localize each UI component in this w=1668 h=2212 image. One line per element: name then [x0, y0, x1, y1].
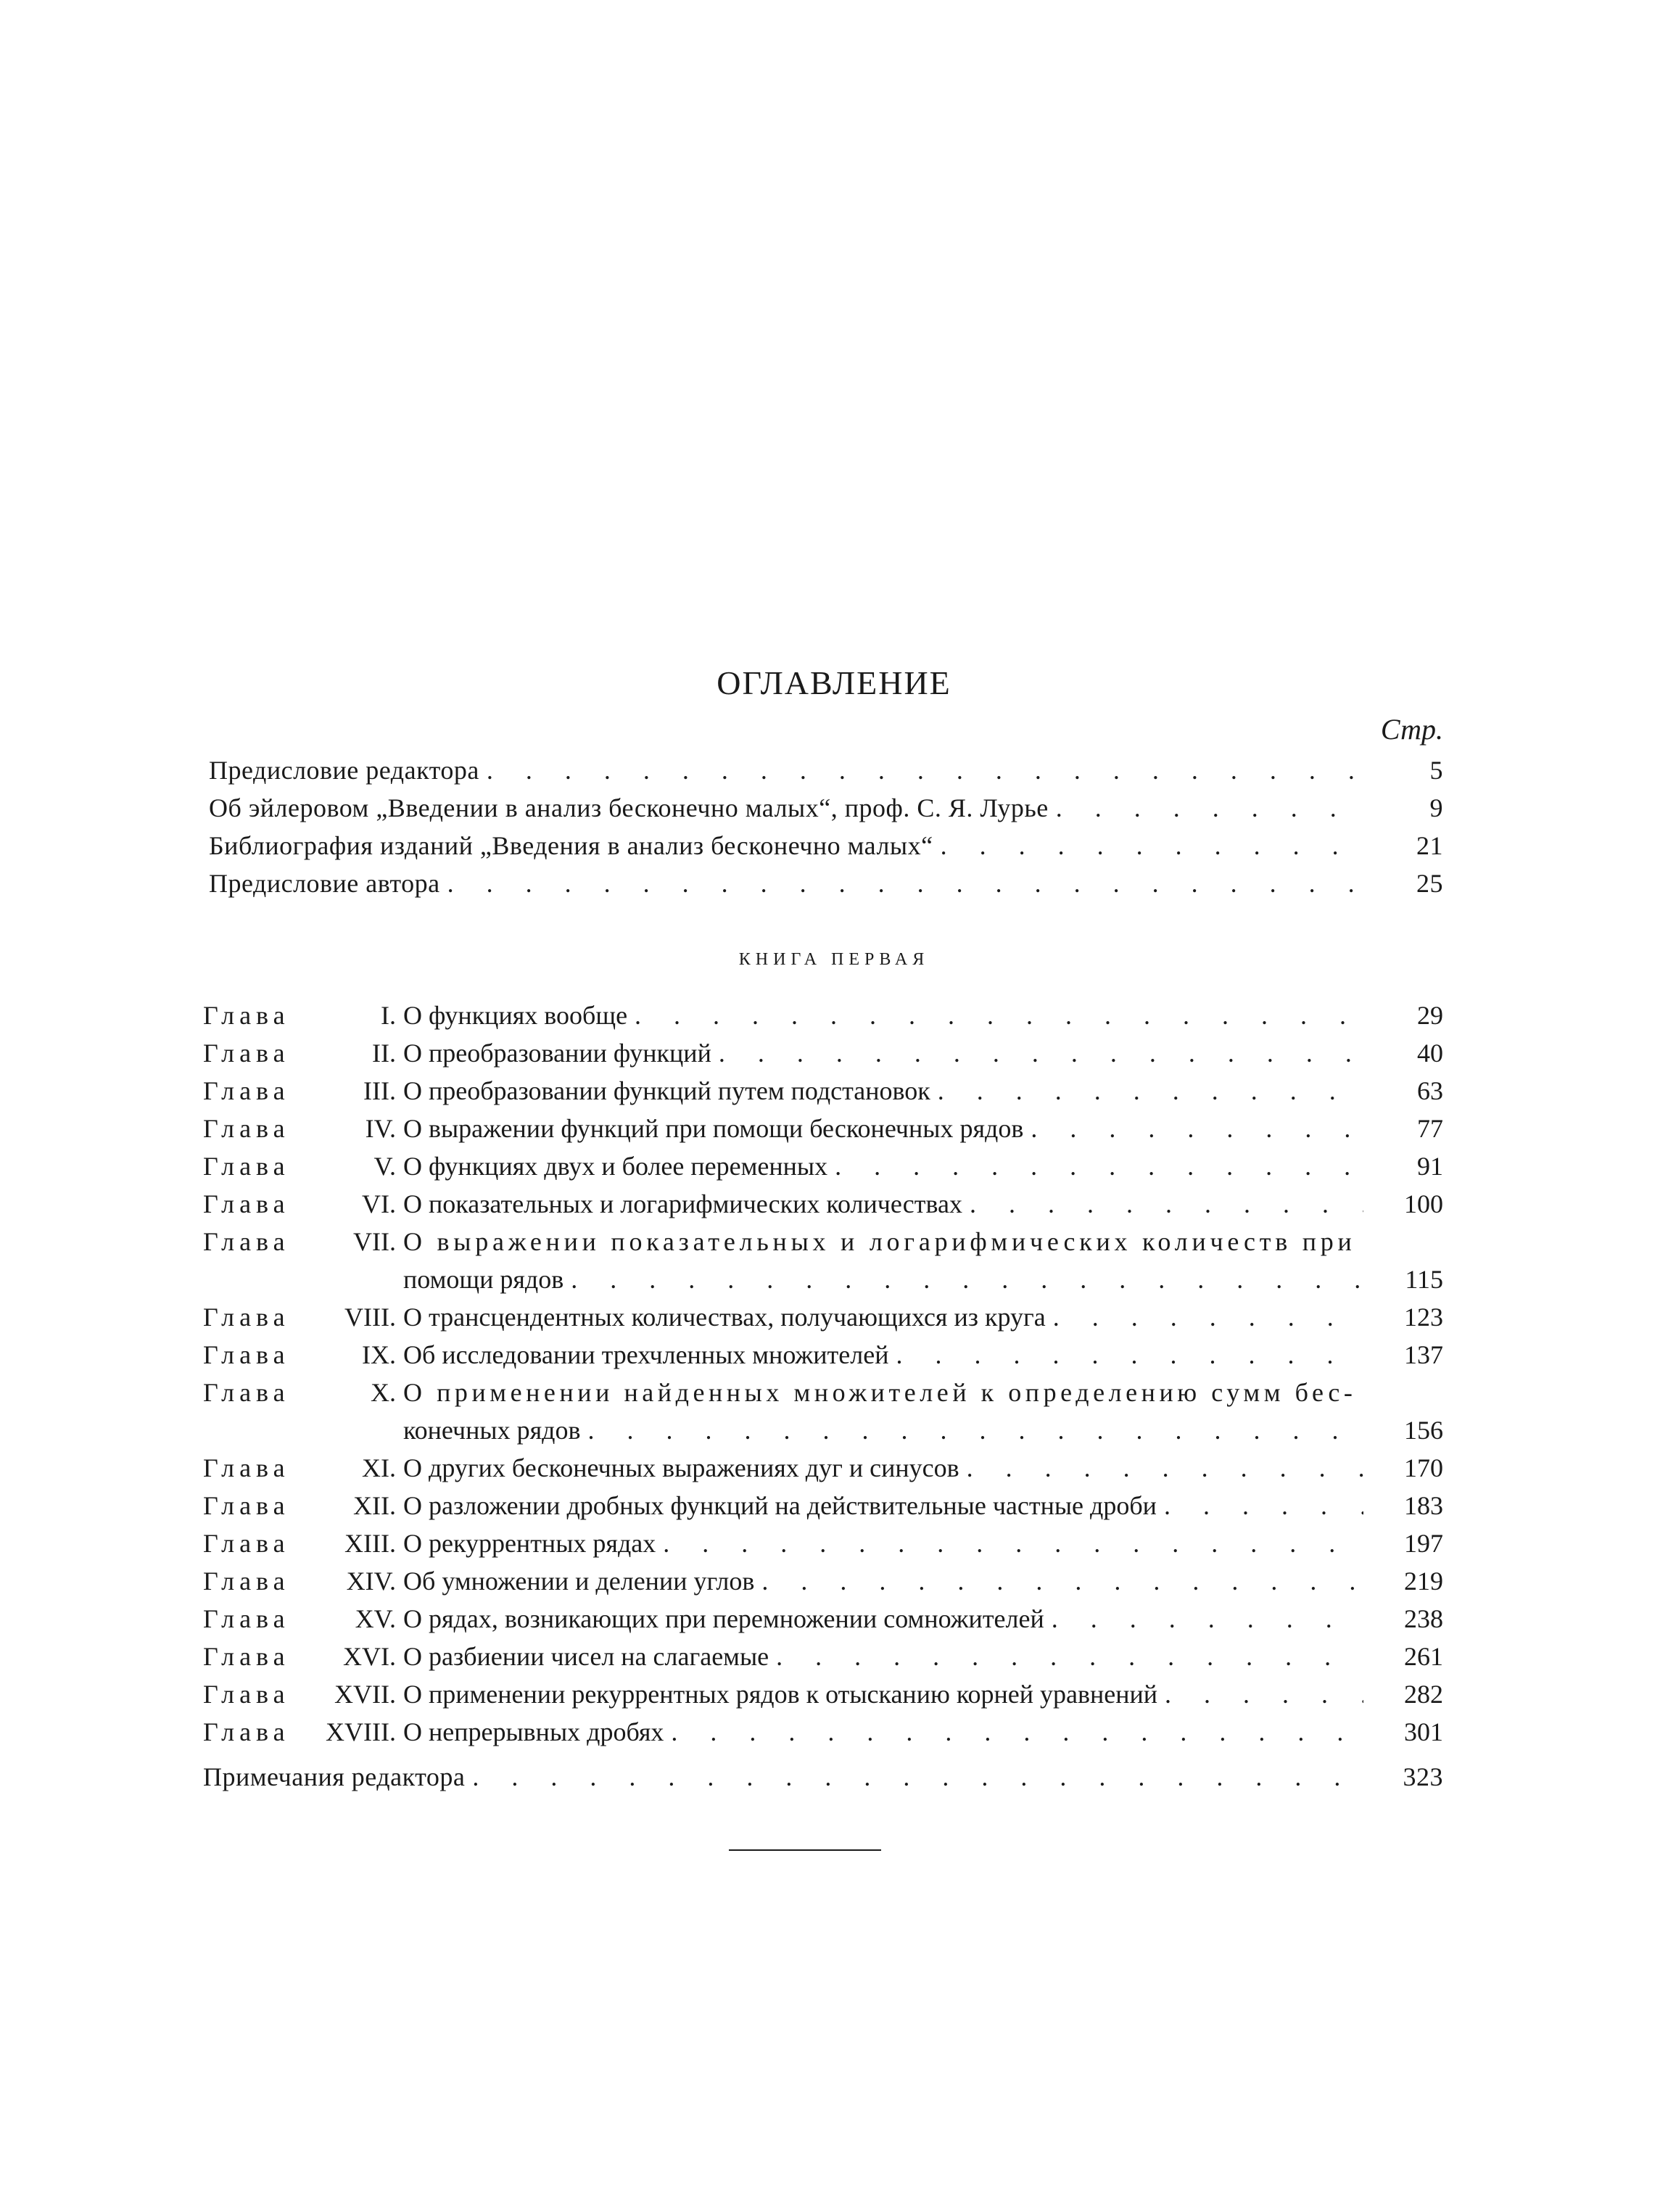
chapter-word: Глава [203, 1340, 290, 1369]
leader-dots [1046, 1298, 1363, 1336]
entry-page: 5 [1429, 756, 1443, 785]
chapter-entry [203, 1336, 1443, 1374]
chapter-entry [203, 1223, 1443, 1298]
chapter-title-text: О показательных и логарифмических количествах [403, 1189, 962, 1218]
chapter-title-text: О рядах, возникающих при перемножении сомножителей [403, 1604, 1044, 1633]
chapter-page: 183 [1404, 1491, 1443, 1520]
chapter-entry [203, 1524, 1443, 1562]
chapter-number: XVIII. [326, 1717, 396, 1746]
back-matter-list [203, 1758, 1443, 1796]
chapter-title-line [403, 1600, 1443, 1638]
chapter-title [403, 1449, 1443, 1487]
chapter-title-text: О рекуррентных рядах [403, 1529, 656, 1558]
leader-dots [580, 1411, 1363, 1449]
chapter-title [403, 1487, 1443, 1524]
entry-title: Предисловие редактора [209, 756, 479, 785]
chapter-title-line [403, 1298, 1443, 1336]
chapter-title [403, 1034, 1443, 1072]
chapter-title [403, 1072, 1443, 1110]
book-heading: КНИГА ПЕРВАЯ [738, 950, 930, 969]
chapter-title-line [403, 1034, 1443, 1072]
chapter-title [403, 1600, 1443, 1638]
chapter-page: 40 [1417, 1039, 1443, 1068]
chapter-entry [203, 1562, 1443, 1600]
chapter-number: II. [372, 1039, 396, 1068]
chapter-page: 282 [1404, 1680, 1443, 1709]
chapter-page: 156 [1404, 1416, 1443, 1445]
chapter-title-line [403, 1675, 1443, 1713]
chapter-entry [203, 1034, 1443, 1072]
chapter-word: Глава [203, 1567, 290, 1596]
chapter-title-line [403, 1260, 1443, 1298]
chapter-page: 261 [1404, 1642, 1443, 1671]
chapter-title-text: О выражении функций при помощи бесконечных рядов [403, 1114, 1024, 1143]
chapter-page: 170 [1404, 1453, 1443, 1482]
chapter-title-line [403, 1562, 1443, 1600]
chapter-number: IV. [365, 1114, 396, 1143]
chapter-entry [203, 1713, 1443, 1751]
leader-dots [1023, 1110, 1363, 1147]
chapter-word: Глава [203, 1529, 290, 1558]
leader-dots [1157, 1675, 1363, 1713]
chapter-title [403, 1524, 1443, 1562]
chapter-page: 197 [1404, 1529, 1443, 1558]
entry-page: 25 [1416, 869, 1443, 898]
leader-dots [1049, 789, 1363, 827]
chapter-number: XII. [353, 1491, 396, 1520]
chapter-title-text: О разбиении чисел на слагаемые [403, 1642, 769, 1671]
chapter-title [403, 1374, 1443, 1449]
chapter-entry [203, 1600, 1443, 1638]
chapter-page: 63 [1417, 1076, 1443, 1105]
chapter-word: Глава [203, 1453, 290, 1482]
chapter-title-text: О применении рекуррентных рядов к отысканию корней уравнений [403, 1680, 1158, 1709]
chapter-page: 137 [1404, 1340, 1443, 1369]
chapter-title-line [403, 1336, 1443, 1374]
chapter-title [403, 1675, 1443, 1713]
leader-dots [959, 1449, 1363, 1487]
chapter-title [403, 1713, 1443, 1751]
chapter-title-line [403, 1411, 1443, 1449]
closing-rule [729, 1849, 881, 1851]
chapter-title [403, 1562, 1443, 1600]
chapter-title-text: О выражении показательных и логарифмических количеств при [403, 1227, 1356, 1256]
leader-dots [656, 1524, 1363, 1562]
chapter-number: I. [381, 1001, 396, 1030]
chapter-page: 219 [1404, 1567, 1443, 1596]
chapter-word: Глава [203, 1303, 290, 1332]
toc-title: ОГЛАВЛЕНИЕ [717, 664, 951, 701]
leader-dots [664, 1713, 1363, 1751]
chapter-title-text: помощи рядов [403, 1265, 564, 1294]
entry-title: Об эйлеровом „Введении в анализ бесконечно малых“, проф. С. Я. Лурье [209, 793, 1049, 822]
chapter-title-text: О функциях двух и более переменных [403, 1152, 828, 1181]
chapter-entry [203, 1487, 1443, 1524]
chapter-entry [203, 1638, 1443, 1675]
chapter-word: Глава [203, 1227, 290, 1256]
chapter-title [403, 996, 1443, 1034]
chapter-title-line [403, 1487, 1443, 1524]
chapter-title-line [403, 996, 1443, 1034]
chapter-title-text: О преобразовании функций [403, 1039, 711, 1068]
chapter-number: X. [371, 1378, 396, 1407]
chapter-entry [203, 996, 1443, 1034]
chapter-number: III. [363, 1076, 396, 1105]
leader-dots [888, 1336, 1363, 1374]
chapter-number: XIII. [344, 1529, 396, 1558]
chapter-title-text: Об исследовании трехчленных множителей [403, 1340, 889, 1369]
chapter-word: Глава [203, 1604, 290, 1633]
chapter-page: 238 [1404, 1604, 1443, 1633]
leader-dots [930, 1072, 1363, 1110]
chapter-title-text: О непрерывных дробях [403, 1717, 664, 1746]
chapter-page: 100 [1404, 1189, 1443, 1218]
toc-entry [209, 789, 1443, 827]
chapter-title [403, 1298, 1443, 1336]
chapter-title-text: О трансцендентных количествах, получающихся из круга [403, 1303, 1046, 1332]
toc-entry [209, 751, 1443, 789]
chapter-entry [203, 1072, 1443, 1110]
chapter-entry [203, 1298, 1443, 1336]
leader-dots [769, 1638, 1363, 1675]
chapter-page: 91 [1417, 1152, 1443, 1181]
chapter-entry [203, 1110, 1443, 1147]
chapter-word: Глава [203, 1152, 290, 1181]
leader-dots [627, 996, 1363, 1034]
chapter-word: Глава [203, 1378, 290, 1407]
page-column-label: Стр. [1380, 713, 1443, 746]
chapter-number: XVII. [334, 1680, 396, 1709]
chapter-page: 115 [1405, 1265, 1443, 1294]
chapter-title-line [403, 1374, 1443, 1411]
entry-page: 21 [1416, 831, 1443, 860]
chapter-title-text: О разложении дробных функций на действительные частные дроби [403, 1491, 1157, 1520]
chapter-word: Глава [203, 1680, 290, 1709]
chapter-number: VIII. [344, 1303, 396, 1332]
toc-entry [203, 1758, 1443, 1796]
leader-dots [1044, 1600, 1363, 1638]
chapter-word: Глава [203, 1491, 290, 1520]
chapter-number: XIV. [346, 1567, 396, 1596]
chapter-word: Глава [203, 1189, 290, 1218]
entry-title: Библиография изданий „Введения в анализ бесконечно малых“ [209, 831, 933, 860]
leader-dots [711, 1034, 1363, 1072]
chapter-page: 301 [1404, 1717, 1443, 1746]
chapter-title [403, 1147, 1443, 1185]
chapter-title [403, 1638, 1443, 1675]
chapter-title-line [403, 1713, 1443, 1751]
chapter-word: Глава [203, 1114, 290, 1143]
chapter-title-line [403, 1524, 1443, 1562]
chapter-entry [203, 1449, 1443, 1487]
chapter-page: 29 [1417, 1001, 1443, 1030]
chapter-title-text: О других бесконечных выражениях дуг и синусов [403, 1453, 959, 1482]
chapter-title-text: Об умножении и делении углов [403, 1567, 755, 1596]
chapter-page: 123 [1404, 1303, 1443, 1332]
entry-page: 323 [1403, 1762, 1443, 1791]
leader-dots [1157, 1487, 1363, 1524]
chapter-title-line [403, 1223, 1443, 1260]
chapter-number: XV. [355, 1604, 396, 1633]
chapter-number: XVI. [343, 1642, 396, 1671]
leader-dots [754, 1562, 1363, 1600]
chapter-title-line [403, 1638, 1443, 1675]
leader-dots [563, 1260, 1363, 1298]
leader-dots [827, 1147, 1363, 1185]
chapter-number: VII. [353, 1227, 396, 1256]
chapter-word: Глава [203, 1039, 290, 1068]
entry-title: Примечания редактора [203, 1762, 466, 1791]
chapter-number: V. [373, 1152, 396, 1181]
chapter-title [403, 1110, 1443, 1147]
entry-page: 9 [1429, 793, 1443, 822]
leader-dots [933, 827, 1363, 864]
chapter-title-line [403, 1147, 1443, 1185]
chapter-title-text: О функциях вообще [403, 1001, 628, 1030]
chapter-number: XI. [362, 1453, 396, 1482]
leader-dots [479, 751, 1363, 789]
leader-dots [465, 1758, 1363, 1796]
chapter-word: Глава [203, 1642, 290, 1671]
chapter-title [403, 1185, 1443, 1223]
chapter-title-text: О применении найденных множителей к определению сумм бес- [403, 1378, 1357, 1407]
entry-title: Предисловие автора [209, 869, 440, 898]
chapter-title-line [403, 1185, 1443, 1223]
chapter-title-line [403, 1072, 1443, 1110]
chapter-number: VI. [362, 1189, 396, 1218]
chapter-title-line [403, 1110, 1443, 1147]
chapter-entry [203, 1374, 1443, 1449]
chapter-list [203, 996, 1443, 1751]
chapter-word: Глава [203, 1076, 290, 1105]
chapter-title [403, 1223, 1443, 1298]
chapter-number: IX. [362, 1340, 396, 1369]
chapter-entry [203, 1147, 1443, 1185]
chapter-page: 77 [1417, 1114, 1443, 1143]
chapter-word: Глава [203, 1001, 290, 1030]
chapter-title-text: О преобразовании функций путем подстановок [403, 1076, 930, 1105]
chapter-title-line [403, 1449, 1443, 1487]
toc-entry [209, 864, 1443, 902]
chapter-title-text: конечных рядов [403, 1416, 581, 1445]
leader-dots [962, 1185, 1363, 1223]
chapter-entry [203, 1185, 1443, 1223]
chapter-entry [203, 1675, 1443, 1713]
chapter-title [403, 1336, 1443, 1374]
leader-dots [440, 864, 1363, 902]
chapter-word: Глава [203, 1717, 290, 1746]
front-matter-list [209, 751, 1443, 902]
toc-entry [209, 827, 1443, 864]
